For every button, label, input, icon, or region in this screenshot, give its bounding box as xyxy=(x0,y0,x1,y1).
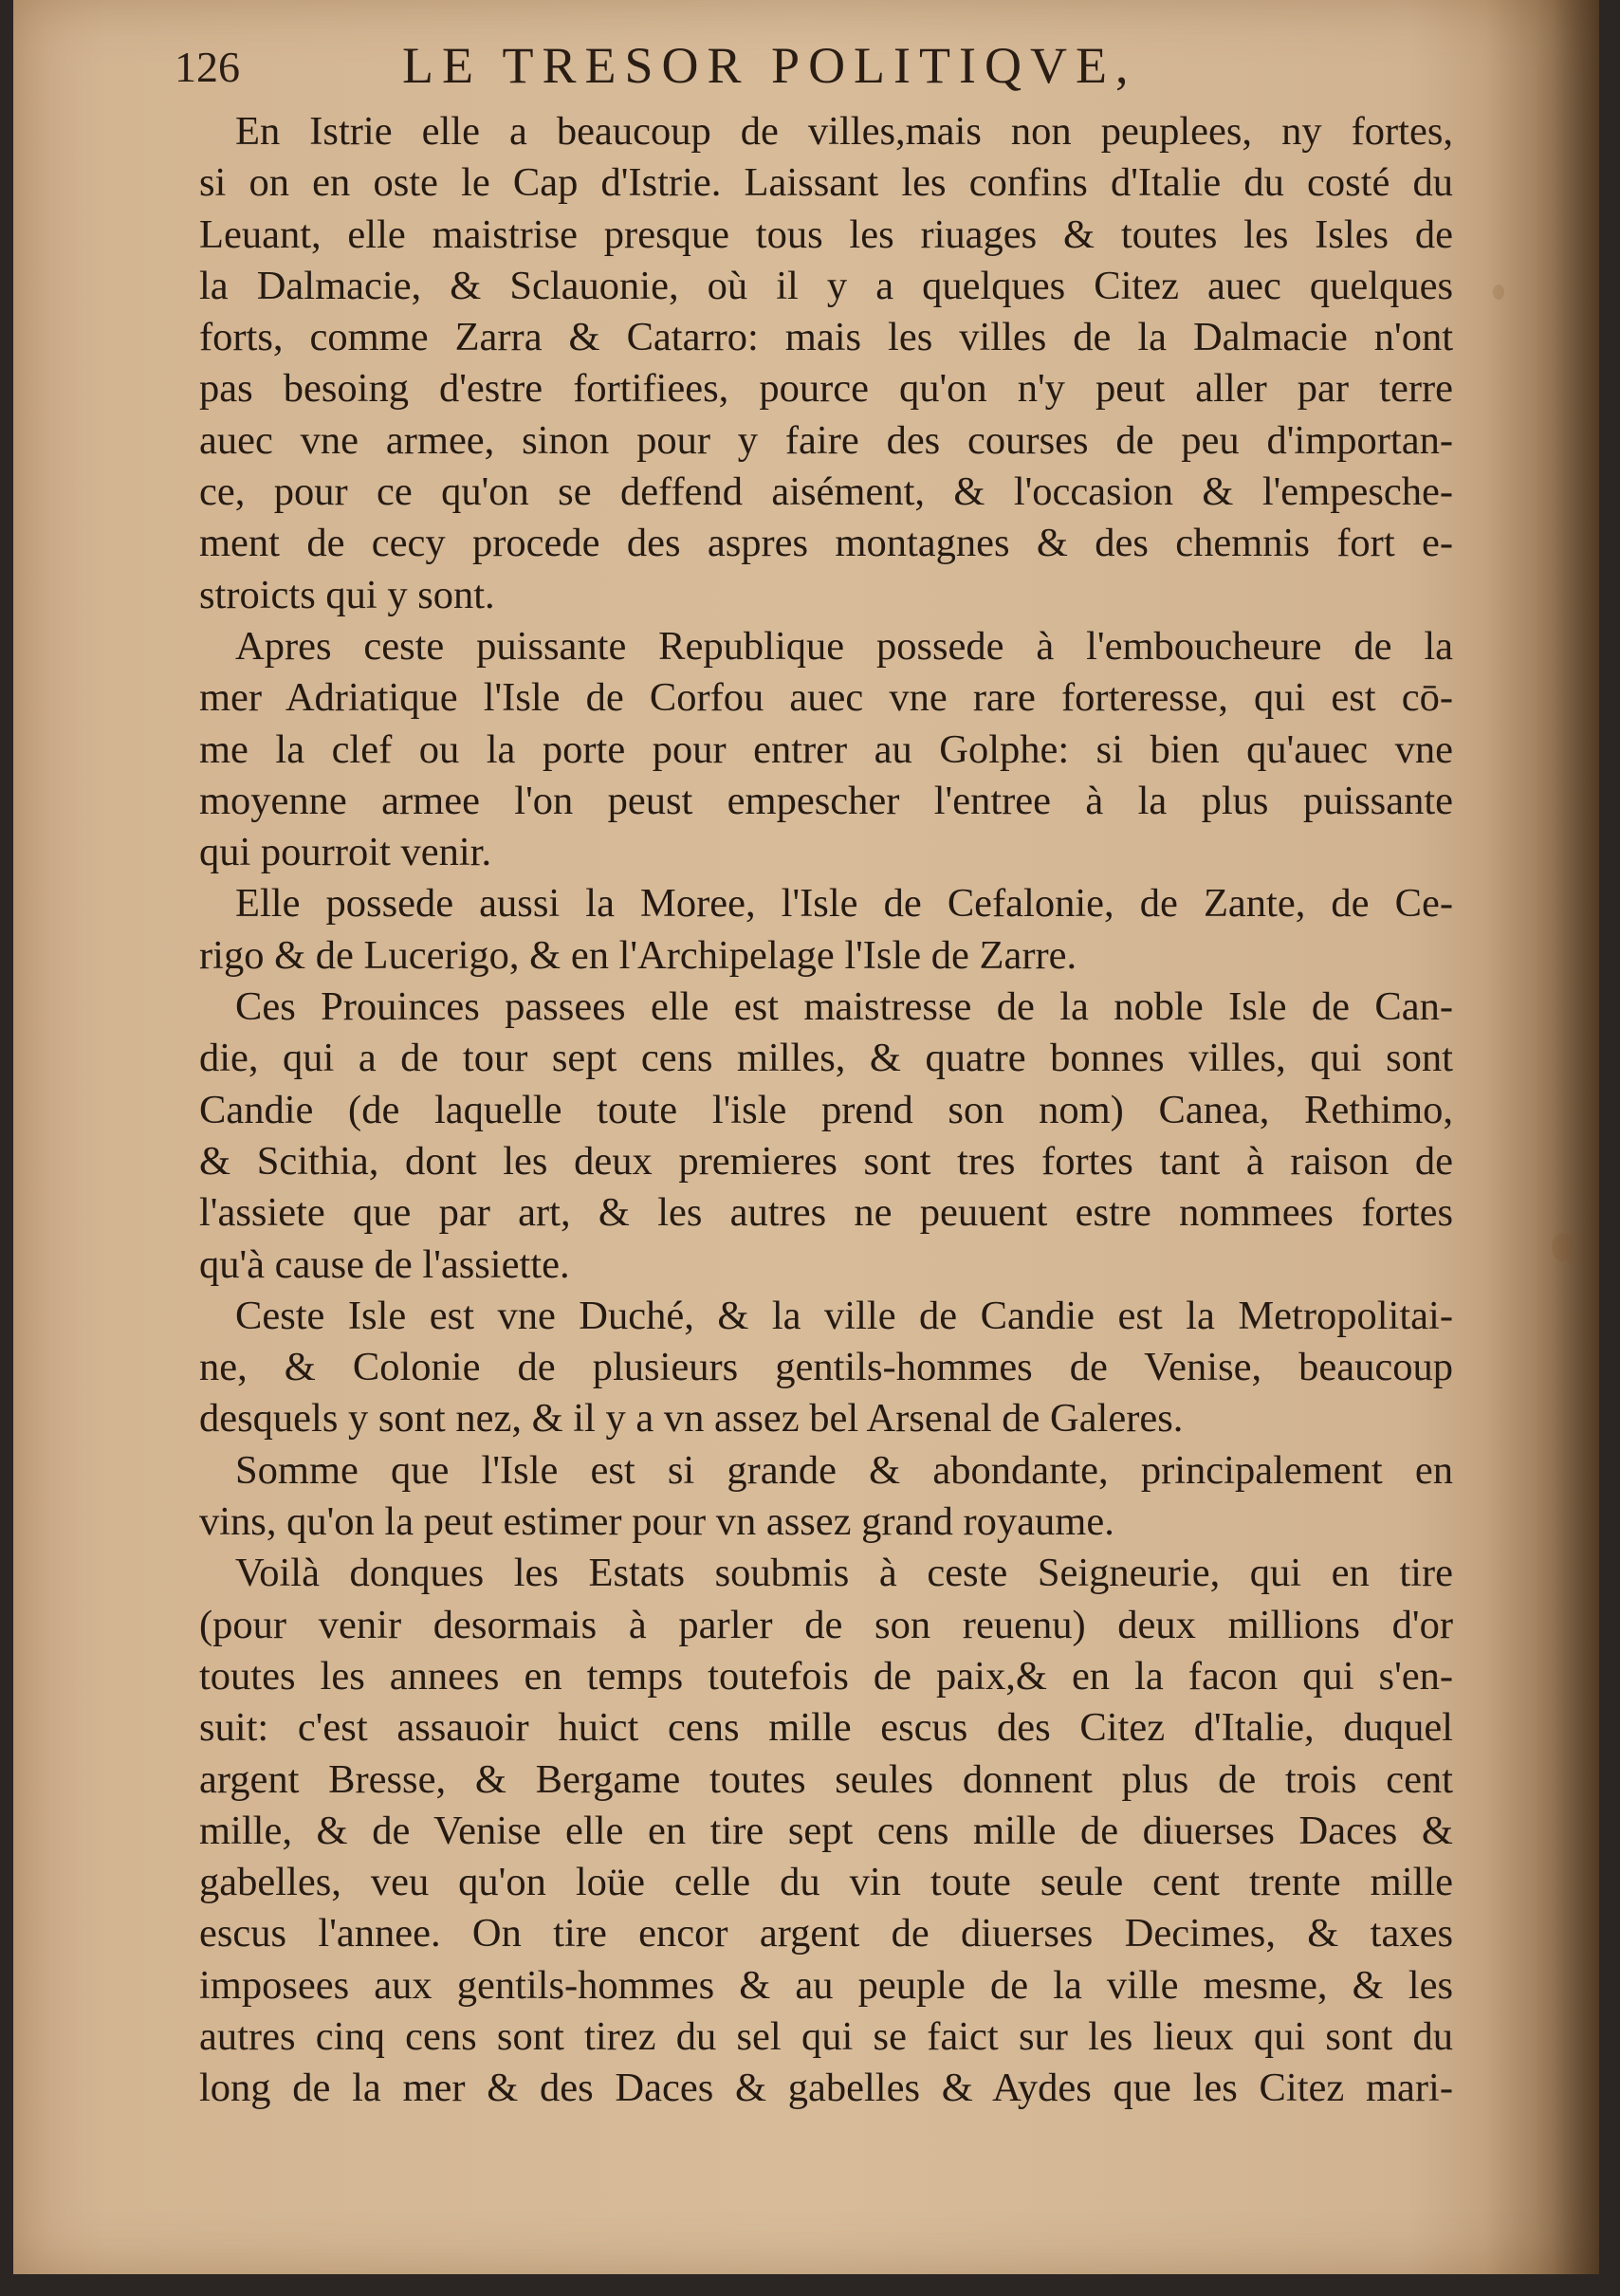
text-line: Voilà donques les Estats soubmis à ceste Seigneurie, qui en tire xyxy=(235,1551,1453,1596)
paragraph xyxy=(199,878,1453,982)
text-line: gabelles, veu qu'on loüe celle du vin toute seule cent trente mille xyxy=(199,1860,1453,1905)
text-line: & Scithia, dont les deux premieres sont tres fortes tant à raison de xyxy=(199,1138,1453,1184)
text-line: autres cinq cens sont tirez du sel qui se faict sur les lieux qui sont du xyxy=(199,2013,1453,2059)
text-line: Leuant, elle maistrise presque tous les riuages & toutes les Isles de xyxy=(199,211,1453,257)
text-line: mille, & de Venise elle en tire sept cens mille de diuerses Daces & xyxy=(199,1808,1453,1853)
text-line: escus l'annee. On tire encor argent de diuerses Decimes, & taxes xyxy=(199,1911,1453,1956)
text-line: ment de cecy procede des aspres montagnes & des chemnis fort e- xyxy=(199,521,1453,566)
text-line: Candie (de laquelle toute l'isle prend son nom) Canea, Rethimo, xyxy=(199,1087,1453,1132)
text-line: vins, qu'on la peut estimer pour vn assez grand royaume. xyxy=(199,1499,1114,1545)
paragraph xyxy=(199,982,1453,1291)
text-line: desquels y sont nez, & il y a vn assez bel Arsenal de Galeres. xyxy=(199,1396,1184,1442)
text-line: long de la mer & des Daces & gabelles & Aydes que les Citez mari- xyxy=(199,2066,1453,2111)
text-line: ce, pour ce qu'on se deffend aisément, & l'occasion & l'empesche- xyxy=(199,469,1453,515)
paragraph xyxy=(199,106,1453,621)
text-line: En Istrie elle a beaucoup de villes,mais non peuplees, ny fortes, xyxy=(235,109,1453,154)
text-line: Ces Prouinces passees elle est maistresse de la noble Isle de Can- xyxy=(235,984,1453,1030)
text-line: forts, comme Zarra & Catarro: mais les villes de la Dalmacie n'ont xyxy=(199,315,1453,360)
text-line: la Dalmacie, & Sclauonie, où il y a quelques Citez auec quelques xyxy=(199,263,1453,308)
paragraph xyxy=(199,1445,1453,1549)
ink-stain xyxy=(1493,285,1504,300)
page-edge-shadow xyxy=(1485,0,1599,2274)
text-line: pas besoing d'estre fortifiees, pource qu'on n'y peut aller par terre xyxy=(199,366,1453,412)
paragraph xyxy=(199,1548,1453,2114)
text-line: suit: c'est assauoir huict cens mille escus des Citez d'Italie, duquel xyxy=(199,1705,1453,1751)
text-line: qu'à cause de l'assiette. xyxy=(199,1241,570,1287)
text-line: ne, & Colonie de plusieurs gentils-hommes de Venise, beaucoup xyxy=(199,1345,1453,1390)
text-line: die, qui a de tour sept cens milles, & quatre bonnes villes, qui sont xyxy=(199,1036,1453,1081)
page-number: 126 xyxy=(175,43,240,91)
text-line: toutes les annees en temps toutefois de paix,& en la facon qui s'en- xyxy=(199,1653,1453,1699)
text-line: auec vne armee, sinon pour y faire des courses de peu d'importan- xyxy=(199,417,1453,463)
text-line: qui pourroit venir. xyxy=(199,830,492,875)
text-line: si on en oste le Cap d'Istrie. Laissant les confins d'Italie du costé du xyxy=(199,160,1453,206)
text-line: rigo & de Lucerigo, & en l'Archipelage l'Isle de Zarre. xyxy=(199,932,1077,978)
ink-stain xyxy=(1552,1233,1573,1261)
running-title: LE TRESOR POLITIQVE, xyxy=(402,37,1137,94)
paragraph xyxy=(199,621,1453,878)
text-line: argent Bresse, & Bergame toutes seules donnent plus de trois cent xyxy=(199,1756,1453,1802)
text-line: (pour venir desormais à parler de son reuenu) deux millions d'or xyxy=(199,1602,1453,1647)
text-line: l'assiete que par art, & les autres ne peuuent estre nommees fortes xyxy=(199,1190,1453,1236)
text-line: me la clef ou la porte pour entrer au Golphe: si bien qu'auec vne xyxy=(199,726,1453,772)
text-line: stroicts qui y sont. xyxy=(199,572,495,617)
page-header xyxy=(175,36,1408,102)
text-line: moyenne armee l'on peust empescher l'entree à la plus puissante xyxy=(199,778,1453,823)
text-line: mer Adriatique l'Isle de Corfou auec vne rare forteresse, qui est cō- xyxy=(199,675,1453,721)
paragraph xyxy=(199,1291,1453,1445)
text-line: Somme que l'Isle est si grande & abondante, principalement en xyxy=(235,1447,1453,1493)
text-line: Ceste Isle est vne Duché, & la ville de Candie est la Metropolitai- xyxy=(235,1293,1453,1338)
book-page xyxy=(13,0,1599,2274)
text-line: imposees aux gentils-hommes & au peuple de la ville mesme, & les xyxy=(199,1962,1453,2008)
body-text xyxy=(199,106,1453,2115)
text-line: Apres ceste puissante Republique possede à l'emboucheure de la xyxy=(235,623,1453,669)
text-line: Elle possede aussi la Moree, l'Isle de Cefalonie, de Zante, de Ce- xyxy=(235,881,1453,927)
